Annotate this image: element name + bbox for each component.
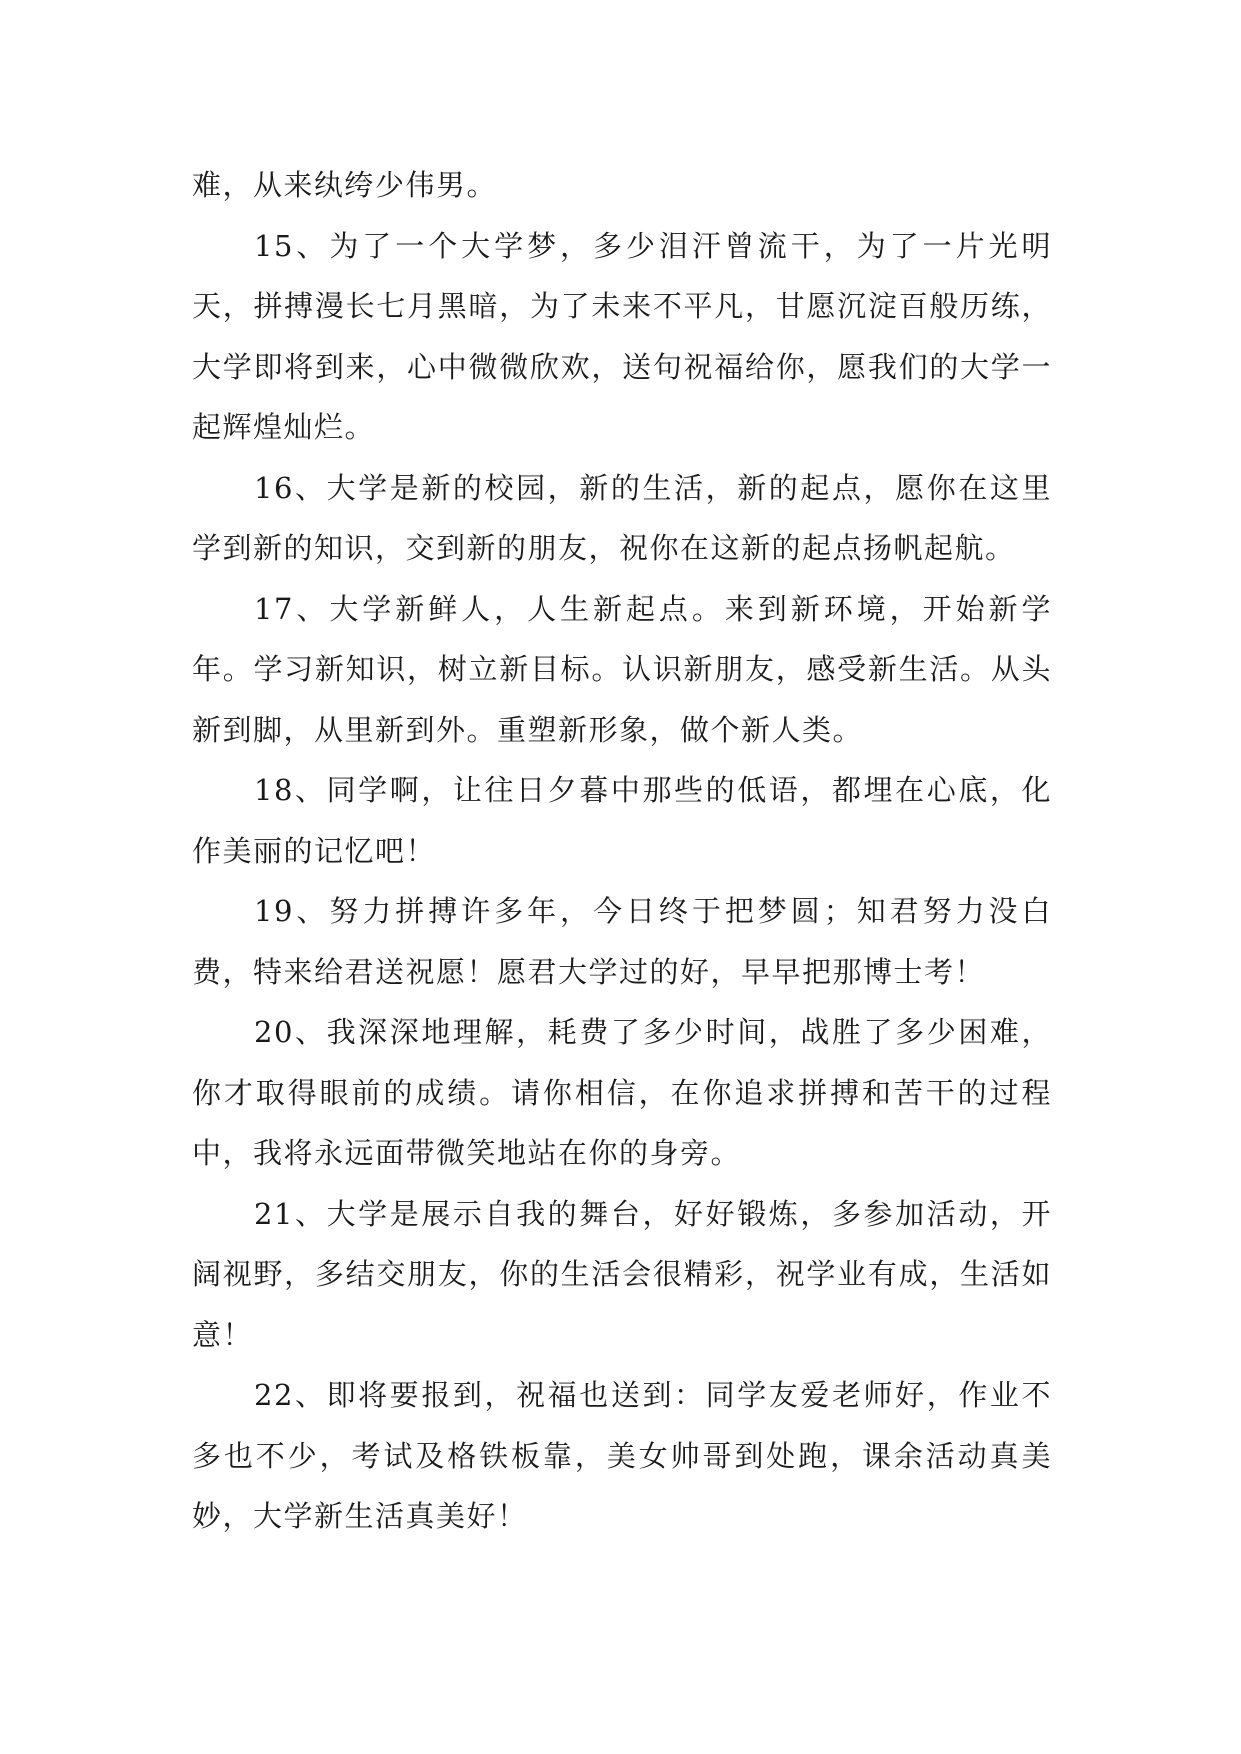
paragraph-15: 15、为了一个大学梦，多少泪汗曾流干，为了一片光明天，拼搏漫长七月黑暗，为了未来不平凡，甘愿沉淀百般历练，大学即将到来，心中微微欣欢，送句祝福给你，愿我们的大学一起辉煌灿烂。: [192, 228, 1052, 444]
paragraph-continuation: 难，从来纨绔少伟男。: [192, 168, 498, 202]
paragraph-22: 22、即将要报到，祝福也送到：同学友爱老师好，作业不多也不少，考试及格铁板靠，美女帅哥到处跑，课余活动真美妙，大学新生活真美好！: [192, 1378, 1052, 1533]
paragraph-18: 18、同学啊，让往日夕暮中那些的低语，都埋在心底，化作美丽的记忆吧！: [192, 773, 1052, 868]
paragraph-17: 17、大学新鲜人，人生新起点。来到新环境，开始新学年。学习新知识，树立新目标。认识新朋友，感受新生活。从头新到脚，从里新到外。重塑新形象，做个新人类。: [192, 591, 1052, 747]
paragraph-16: 16、大学是新的校园，新的生活，新的起点，愿你在这里学到新的知识，交到新的朋友，祝你在这新的起点扬帆起航。: [192, 470, 1052, 565]
document-body: [192, 155, 1052, 1547]
paragraph-21: 21、大学是展示自我的舞台，好好锻炼，多参加活动，开阔视野，多结交朋友，你的生活会很精彩，祝学业有成，生活如意！: [192, 1196, 1052, 1352]
paragraph-20: 20、我深深地理解，耗费了多少时间，战胜了多少困难，你才取得眼前的成绩。请你相信，在你追求拼搏和苦干的过程中，我将永远面带微笑地站在你的身旁。: [192, 1015, 1052, 1170]
paragraph-19: 19、努力拼搏许多年，今日终于把梦圆；知君努力没白费，特来给君送祝愿！愿君大学过的好，早早把那博士考！: [192, 894, 1052, 989]
